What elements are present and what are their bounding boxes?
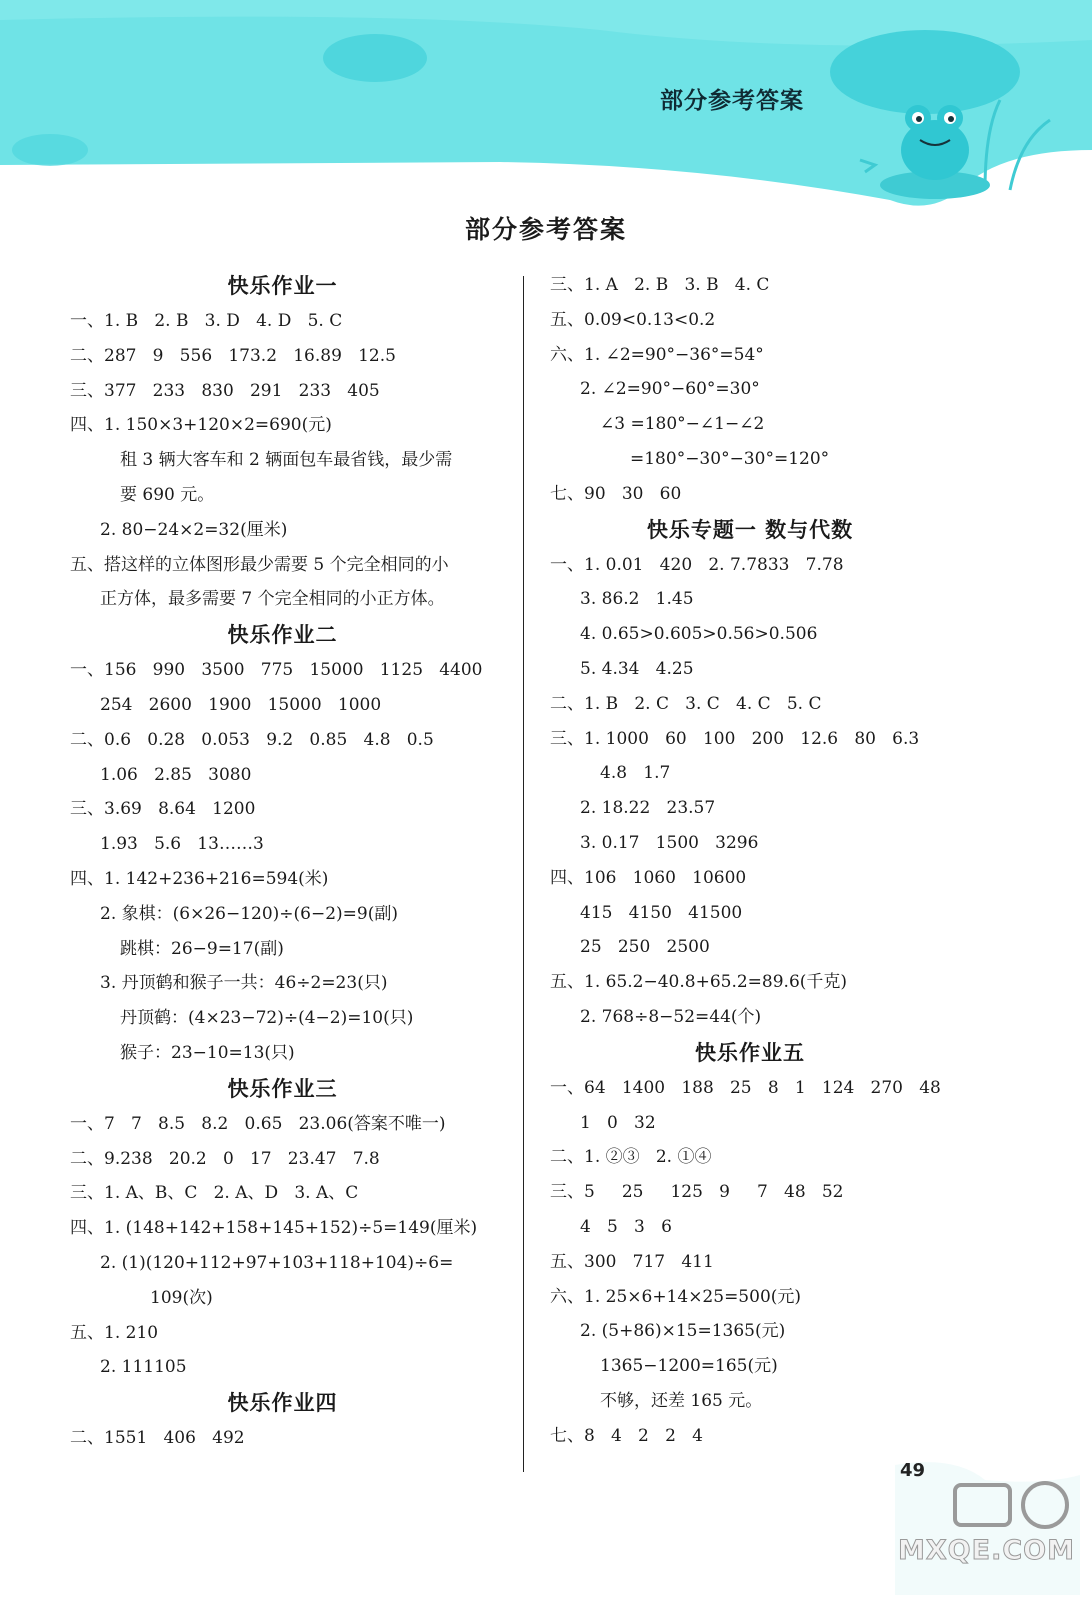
right-answer-line: 三、5 25 125 9 7 48 52 xyxy=(550,1182,844,1203)
left-answer-line: 二、287 9 556 173.2 16.89 12.5 xyxy=(70,345,396,366)
left-answer-line: 2. 80−24×2=32(厘米) xyxy=(100,519,288,540)
left-answer-line: 丹顶鹤：(4×23−72)÷(4−2)=10(只) xyxy=(120,1008,414,1029)
left-answer-line: 猴子：23−10=13(只) xyxy=(120,1042,295,1063)
left-answer-line: 二、0.6 0.28 0.053 9.2 0.85 4.8 0.5 xyxy=(70,729,434,750)
right-answer-line: 4 5 3 6 xyxy=(580,1216,672,1237)
right-answer-line: 415 4150 41500 xyxy=(580,902,743,923)
right-answer-line: 1365−1200=165(元) xyxy=(600,1356,778,1377)
left-answer-line: 109(次) xyxy=(150,1287,213,1308)
left-answer-line: 1.93 5.6 13……3 xyxy=(100,834,264,855)
column-divider xyxy=(523,276,524,1472)
right-answer-line: 七、8 4 2 2 4 xyxy=(550,1425,703,1446)
left-answer-line: 二、9.238 20.2 0 17 23.47 7.8 xyxy=(70,1148,380,1169)
right-answer-line: 不够，还差 165 元。 xyxy=(600,1390,763,1411)
left-answer-line: 租 3 辆大客车和 2 辆面包车最省钱，最少需 xyxy=(120,450,453,471)
left-answer-line: 一、156 990 3500 775 15000 1125 4400 xyxy=(70,660,483,681)
right-answer-line: 4.8 1.7 xyxy=(600,763,671,784)
left-section-title: 快乐作业四 xyxy=(227,1391,338,1416)
left-answer-line: 三、377 233 830 291 233 405 xyxy=(70,380,380,401)
left-answer-line: 2. 象棋：(6×26−120)÷(6−2)=9(副) xyxy=(100,903,398,924)
right-answer-line: 三、1. A 2. B 3. B 4. C xyxy=(550,275,770,295)
right-section-title: 快乐作业五 xyxy=(695,1040,805,1065)
left-answer-line: 五、1. 210 xyxy=(70,1322,159,1343)
right-answer-line: 二、1. B 2. C 3. C 4. C 5. C xyxy=(550,693,822,714)
left-answer-line: 四、1. 142+236+216=594(米) xyxy=(70,868,329,889)
right-answer-line: 一、1. 0.01 420 2. 7.7833 7.78 xyxy=(550,554,844,575)
right-answer-line: 五、1. 65.2−40.8+65.2=89.6(千克) xyxy=(550,972,848,993)
right-answer-line: 六、1. 25×6+14×25=500(元) xyxy=(550,1286,802,1307)
left-answer-line: 2. (1)(120+112+97+103+118+104)÷6= xyxy=(100,1252,454,1273)
right-answer-line: 25 250 2500 xyxy=(580,937,710,958)
left-answer-line: 四、1. 150×3+120×2=690(元) xyxy=(70,415,332,436)
left-answer-line: 五、搭这样的立体图形最少需要 5 个完全相同的小 xyxy=(70,554,449,575)
left-section-title: 快乐作业一 xyxy=(227,274,338,298)
right-answer-line: =180°−30°−30°=120° xyxy=(630,448,830,469)
left-answer-column xyxy=(70,268,520,1456)
left-section-title: 快乐作业三 xyxy=(227,1076,338,1101)
right-answer-line: 六、1. ∠2=90°−36°=54° xyxy=(550,344,764,365)
left-answer-line: 一、7 7 8.5 8.2 0.65 23.06(答案不唯一) xyxy=(70,1113,446,1134)
header-banner xyxy=(0,0,1092,215)
left-answer-line: 1.06 2.85 3080 xyxy=(100,764,252,785)
right-answer-line: 一、64 1400 188 25 8 1 124 270 48 xyxy=(550,1077,941,1098)
left-section-title: 快乐作业二 xyxy=(227,623,338,648)
banner-title: 部分参考答案 xyxy=(660,88,804,114)
right-answer-line: 4. 0.65>0.605>0.56>0.506 xyxy=(580,624,818,645)
left-answer-line: 要 690 元。 xyxy=(120,484,215,505)
right-answer-line: 二、1. ②③ 2. ①④ xyxy=(550,1147,712,1168)
left-answer-line: 正方体，最多需要 7 个完全相同的小正方体。 xyxy=(100,589,445,610)
right-answer-line: 2. 768÷8−52=44(个) xyxy=(580,1006,762,1027)
left-answer-line: 二、1551 406 492 xyxy=(70,1428,245,1449)
right-answer-line: 2. ∠2=90°−60°=30° xyxy=(580,379,760,400)
right-answer-line: 五、300 717 411 xyxy=(550,1251,714,1272)
right-answer-line: 七、90 30 60 xyxy=(550,483,682,504)
right-answer-line: 3. 0.17 1500 3296 xyxy=(580,832,759,853)
right-section-title: 快乐专题一 数与代数 xyxy=(646,517,854,542)
right-answer-line: 2. 18.22 23.57 xyxy=(580,798,716,819)
right-answer-line: 5. 4.34 4.25 xyxy=(580,658,694,679)
right-answer-line: 三、1. 1000 60 100 200 12.6 80 6.3 xyxy=(550,728,920,749)
left-answer-line: 2. 111105 xyxy=(100,1357,187,1378)
page-title: 部分参考答案 xyxy=(464,215,627,244)
left-answer-line: 254 2600 1900 15000 1000 xyxy=(100,694,382,715)
right-answer-line: 3. 86.2 1.45 xyxy=(580,589,694,610)
right-answer-line: 五、0.09<0.13<0.2 xyxy=(550,309,716,330)
left-answer-line: 三、3.69 8.64 1200 xyxy=(70,799,256,820)
left-answer-line: 3. 丹顶鹤和猴子一共：46÷2=23(只) xyxy=(100,973,388,994)
left-answer-line: 四、1. (148+142+158+145+152)÷5=149(厘米) xyxy=(70,1218,478,1239)
page-number: 49 xyxy=(900,1460,926,1481)
left-answer-line: 一、1. B 2. B 3. D 4. D 5. C xyxy=(70,311,343,331)
left-answer-line: 跳棋：26−9=17(副) xyxy=(120,938,284,959)
right-answer-line: 2. (5+86)×15=1365(元) xyxy=(580,1321,786,1342)
right-answer-line: 四、106 1060 10600 xyxy=(550,867,747,888)
watermark-text: MXQE.COM xyxy=(898,1535,1075,1566)
left-answer-line: 三、1. A、B、C 2. A、D 3. A、C xyxy=(70,1183,359,1204)
right-answer-line: ∠3 =180°−∠1−∠2 xyxy=(600,414,765,435)
right-answer-column xyxy=(550,268,1000,1454)
right-answer-line: 1 0 32 xyxy=(580,1112,656,1133)
